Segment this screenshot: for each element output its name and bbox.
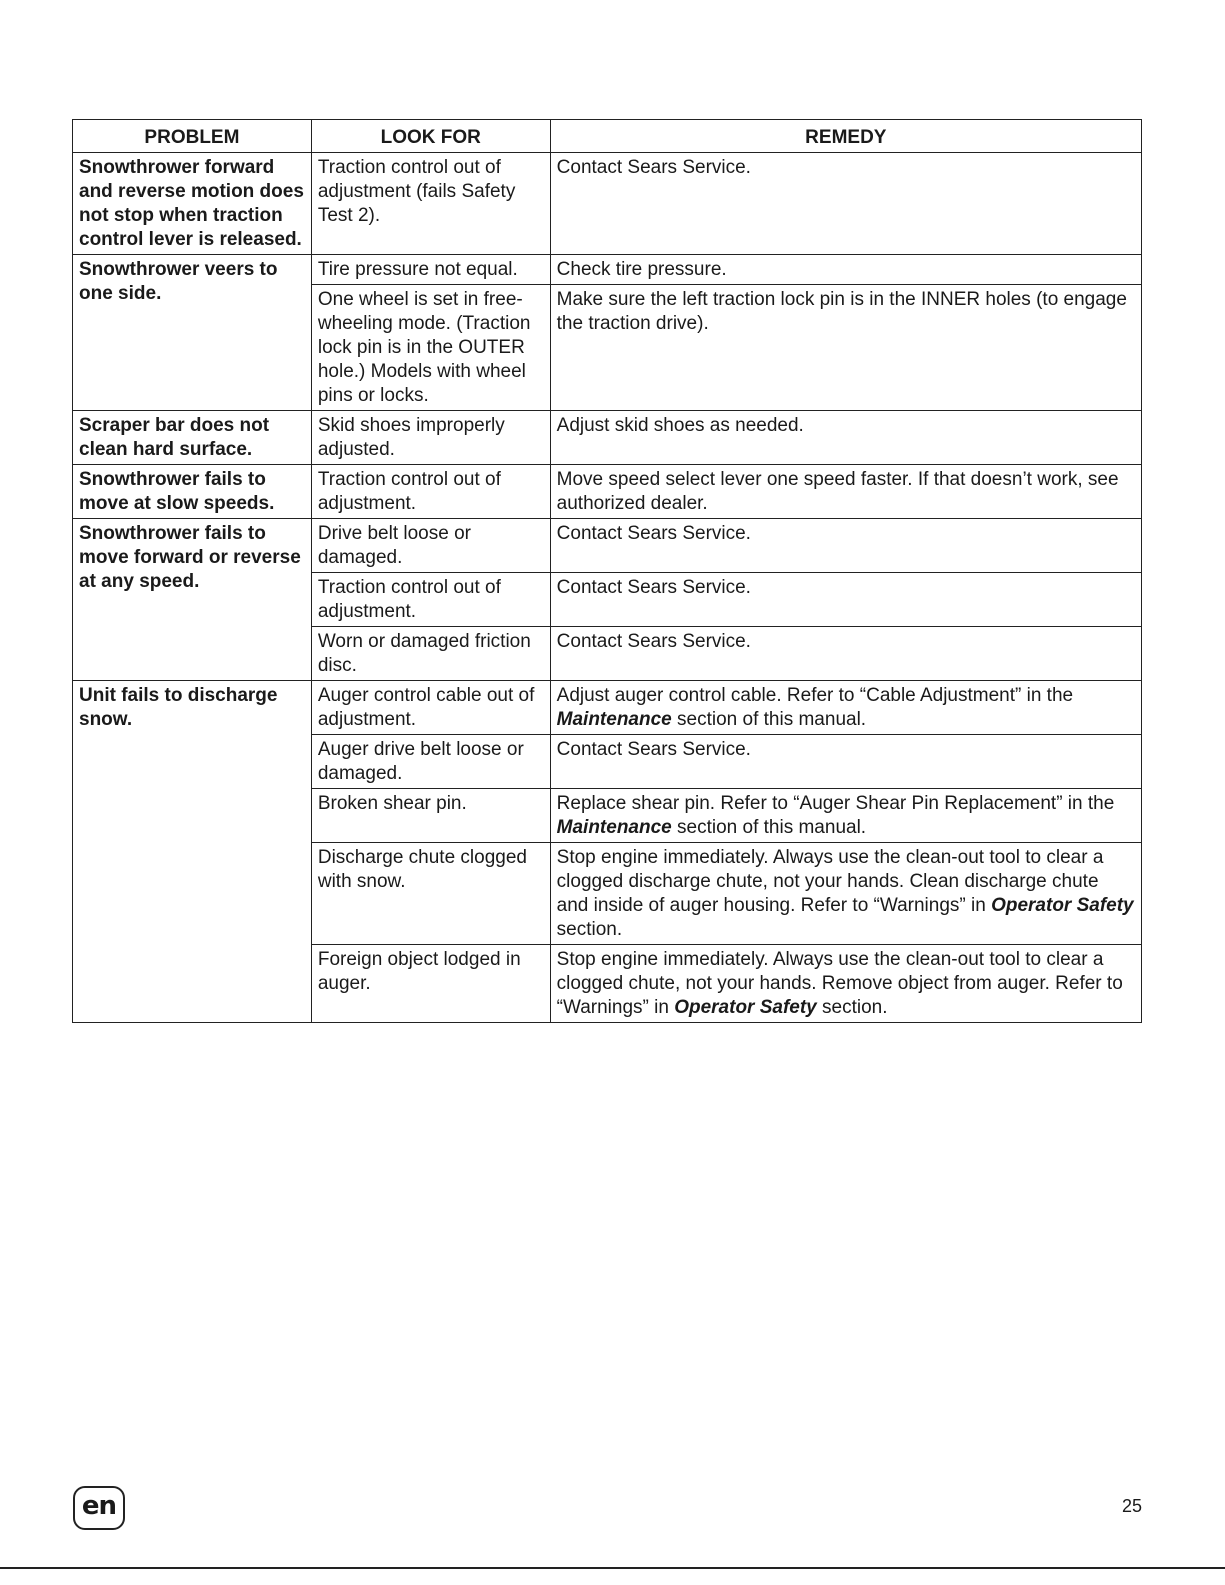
remedy-cell — [550, 789, 1141, 843]
look-for-cell: Traction control out of adjustment. — [311, 573, 550, 627]
remedy-cell — [550, 411, 1141, 465]
table-row — [73, 519, 1142, 573]
remedy-text: Stop engine immediately. Always use the clean-out tool to clear a clogged discharge chute, not your hands. Clean discharge chute and inside of auger housing. Refer to “Warnings” in — [556, 847, 1104, 916]
look-for-cell: Broken shear pin. — [311, 789, 550, 843]
remedy-text: Move speed select lever one speed faster. If that doesn’t work, see authorized dealer. — [556, 469, 1119, 514]
problem-cell: Snowthrower fails to move at slow speeds. — [73, 465, 312, 519]
page-number: 25 — [1121, 1496, 1142, 1516]
remedy-emphasis: Maintenance — [556, 709, 672, 730]
remedy-text: Contact Sears Service. — [556, 157, 751, 178]
remedy-text: Stop engine immediately. Always use the clean-out tool to clear a clogged chute, not your hands. Remove object from auger. Refer to “Warnings” in — [556, 949, 1123, 1018]
remedy-text: Adjust auger control cable. Refer to “Cable Adjustment” in the — [556, 685, 1074, 706]
table-row — [73, 465, 1142, 519]
table-row — [73, 681, 1142, 735]
look-for-cell: Discharge chute clogged with snow. — [311, 843, 550, 945]
language-badge: en — [73, 1486, 125, 1530]
problem-cell: Snowthrower veers to one side. — [73, 255, 312, 411]
troubleshooting-table — [72, 119, 1142, 1023]
header-remedy: REMEDY — [550, 120, 1141, 153]
remedy-cell — [550, 519, 1141, 573]
remedy-text: Check tire pressure. — [556, 259, 727, 280]
header-look-for: LOOK FOR — [311, 120, 550, 153]
look-for-cell: Traction control out of adjustment. — [311, 465, 550, 519]
remedy-cell — [550, 153, 1141, 255]
look-for-cell: Auger control cable out of adjustment. — [311, 681, 550, 735]
remedy-text: section of this manual. — [671, 817, 867, 838]
remedy-cell — [550, 573, 1141, 627]
remedy-cell — [550, 681, 1141, 735]
look-for-cell: Foreign object lodged in auger. — [311, 945, 550, 1023]
look-for-cell: Auger drive belt loose or damaged. — [311, 735, 550, 789]
problem-cell: Unit fails to discharge snow. — [73, 681, 312, 1023]
table-row — [73, 153, 1142, 255]
look-for-cell: Tire pressure not equal. — [311, 255, 550, 285]
remedy-text: section. — [816, 997, 888, 1018]
header-problem: PROBLEM — [73, 120, 312, 153]
remedy-text: Make sure the left traction lock pin is in the INNER holes (to engage the traction drive). — [556, 289, 1127, 334]
table-body — [73, 153, 1142, 1023]
remedy-cell — [550, 735, 1141, 789]
remedy-text: Replace shear pin. Refer to “Auger Shear Pin Replacement” in the — [556, 793, 1115, 814]
look-for-cell: Worn or damaged friction disc. — [311, 627, 550, 681]
table-header-row — [73, 120, 1142, 153]
remedy-text: Contact Sears Service. — [556, 523, 751, 544]
remedy-cell — [550, 285, 1141, 411]
look-for-cell: Drive belt loose or damaged. — [311, 519, 550, 573]
table-row — [73, 255, 1142, 285]
problem-cell: Snowthrower fails to move forward or reverse at any speed. — [73, 519, 312, 681]
remedy-emphasis: Operator Safety — [991, 895, 1134, 916]
remedy-cell — [550, 843, 1141, 945]
remedy-cell — [550, 945, 1141, 1023]
look-for-cell: One wheel is set in free-wheeling mode. (Traction lock pin is in the OUTER hole.) Models with wheel pins or locks. — [311, 285, 550, 411]
remedy-emphasis: Maintenance — [556, 817, 672, 838]
problem-cell: Snowthrower forward and reverse motion does not stop when traction control lever is released. — [73, 153, 312, 255]
table-row — [73, 411, 1142, 465]
look-for-cell: Skid shoes improperly adjusted. — [311, 411, 550, 465]
remedy-text: Contact Sears Service. — [556, 631, 751, 652]
remedy-emphasis: Operator Safety — [674, 997, 817, 1018]
remedy-text: Adjust skid shoes as needed. — [556, 415, 804, 436]
remedy-text: section of this manual. — [671, 709, 867, 730]
bottom-rule — [0, 1567, 1225, 1569]
look-for-cell: Traction control out of adjustment (fails Safety Test 2). — [311, 153, 550, 255]
remedy-cell — [550, 255, 1141, 285]
remedy-text: Contact Sears Service. — [556, 739, 751, 760]
remedy-text: section. — [556, 919, 623, 940]
problem-cell: Scraper bar does not clean hard surface. — [73, 411, 312, 465]
remedy-text: Contact Sears Service. — [556, 577, 751, 598]
remedy-cell — [550, 465, 1141, 519]
remedy-cell — [550, 627, 1141, 681]
